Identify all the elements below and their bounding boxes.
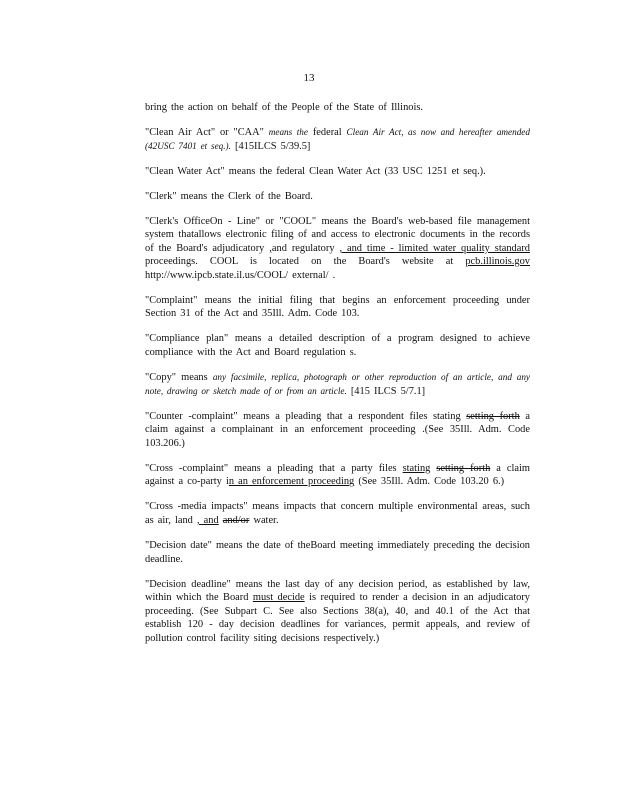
text-run: Clean Air Act, as now and hereafter amended (42USC 7401 et seq.). [145, 126, 530, 151]
definition-paragraph [145, 332, 530, 359]
inserted-text: must decide [252, 592, 305, 604]
text-run: [415 ILCS 5/7.1] [346, 385, 426, 397]
definition-paragraph [145, 539, 530, 566]
definition-paragraph [145, 578, 530, 646]
text-run: "Copy" means [145, 372, 213, 384]
text-run: "Compliance plan" means a detailed description of a program designed to achieve compliance with the Act and Board regulation s. [145, 333, 530, 359]
inserted-text: , [269, 242, 272, 254]
text-run: bring the action on behalf of the People of the State of Illinois. [145, 102, 423, 113]
definition-paragraph [145, 371, 530, 398]
inserted-text: n an enforcement proceeding [228, 476, 355, 488]
text-run: means the [268, 126, 308, 137]
inserted-text: pcb.illinois.gov [465, 256, 530, 268]
text-run: is required to render a decision in an adjudicatory proceeding. (See Subpart C. See also Sections 38(a), 40, and 40.1 of the Act that establish 120 - day decision deadlines for variances, permit appeals, and review of pollution control facility siting decisions respectively.) [145, 592, 530, 644]
struck-text: setting forth [436, 462, 491, 474]
page-number: 13 [303, 72, 315, 84]
text-run: "Counter -complaint" means a pleading that a respondent files stating [145, 410, 467, 422]
text-run: (See 35Ill. Adm. Code 103.20 6.) [354, 476, 505, 488]
text-run: proceedings. COOL is located on the Board's website at [145, 256, 466, 268]
struck-text: setting forth [466, 410, 520, 422]
definition-paragraph [145, 101, 530, 115]
text-run: federal [307, 126, 347, 138]
text-run: any facsimile, replica, photograph or other reproduction of an article, and any note, drawing or sketch made of or from an article. [145, 372, 530, 396]
definition-paragraph [145, 294, 530, 321]
text-run: "Clean Water Act" means the federal Clean Water Act (33 USC 1251 et seq.). [145, 165, 486, 177]
text-run: a claim against a complainant in an enforcement proceeding .(See 35Ill. Adm. Code 103.206.) [145, 410, 530, 449]
inserted-text: , and [196, 514, 219, 526]
definition-paragraph [145, 410, 530, 451]
text-run: "Complaint" means the initial filing that begins an enforcement proceeding under Section 31 of the Act and 35Ill. Adm. Code 103. [145, 294, 530, 320]
text-run: "Clerk's OfficeOn - Line" or "COOL" means the Board's web-based file management system thatallows electronic filing of and access to electronic documents in the records of the Board's adjudicatory [145, 215, 530, 254]
inserted-text: , and time - limited water quality standard [339, 242, 530, 254]
text-run: "Decision deadline" means the last day of any decision period, as established by law, within which the Board [145, 578, 530, 604]
text-run: http://www.ipcb.state.il.us/COOL/ external/ . [145, 269, 336, 281]
inserted-text: stating [402, 462, 431, 474]
definition-paragraph [145, 165, 530, 179]
text-run: and regulatory [271, 242, 340, 254]
text-run: water. [249, 514, 279, 526]
text-run: "Clean Air Act" or "CAA" [145, 126, 269, 138]
text-run: "Decision date" means the date of theBoard meeting immediately preceding the decision deadline. [145, 539, 530, 565]
definition-paragraph [145, 500, 530, 527]
definition-paragraph [145, 215, 530, 283]
document-body [145, 101, 530, 657]
text-run: a claim against a co-party i [145, 462, 530, 488]
struck-text: and/or [222, 514, 250, 526]
text-run: "Clerk" means the Clerk of the Board. [145, 190, 313, 202]
definition-paragraph [145, 190, 530, 204]
text-run: [415ILCS 5/39.5] [230, 140, 311, 152]
definition-paragraph [145, 126, 530, 153]
definition-paragraph [145, 462, 530, 489]
text-run: "Cross -media impacts" means impacts that concern multiple environmental areas, such as air, land [145, 501, 530, 526]
text-run: "Cross -complaint" means a pleading that a party files [145, 462, 403, 474]
